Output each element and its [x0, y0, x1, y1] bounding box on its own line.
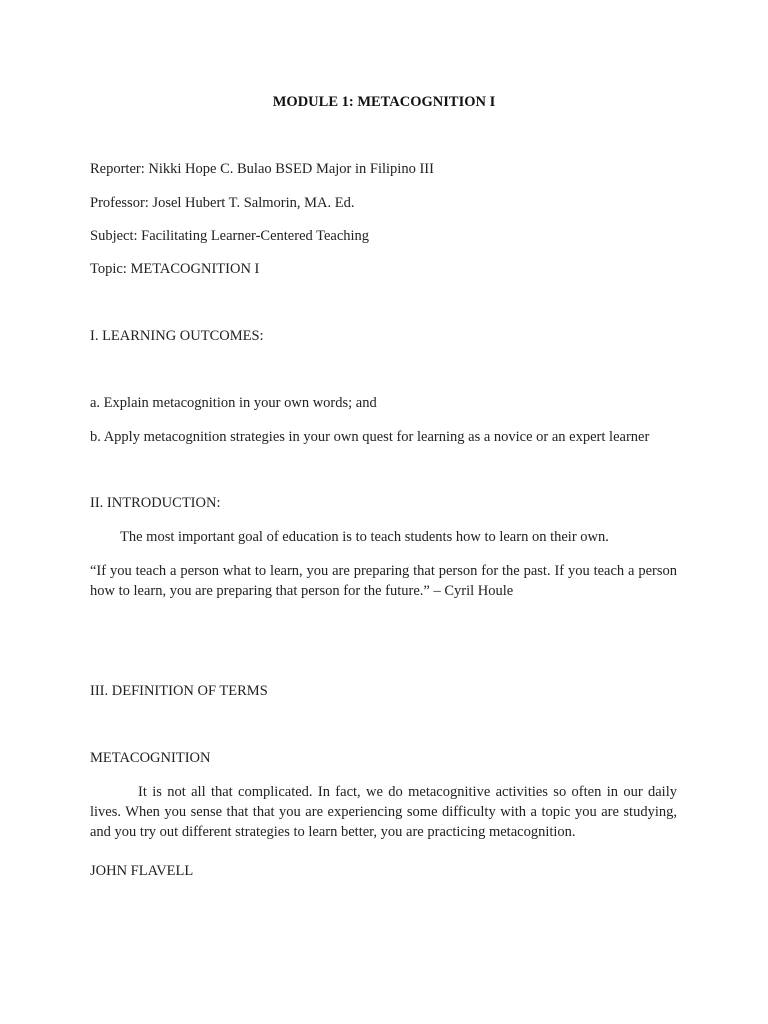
learning-outcomes-heading: I. LEARNING OUTCOMES: [90, 328, 264, 344]
definition-of-terms-heading: III. DEFINITION OF TERMS [90, 683, 268, 699]
learning-outcome-item: b. Apply metacognition strategies in your own quest for learning as a novice or an expert learner [90, 429, 650, 445]
subject-line: Subject: Facilitating Learner-Centered Teaching [90, 228, 370, 244]
metacognition-definition: It is not all that complicated. In fact, we do metacognitive activities so often in our daily lives. When you sense that that you are experiencing some difficulty with a topic you are studying, and you try out different strategies to learn better, you are practicing metacognition. [90, 784, 677, 840]
john-flavell-term: JOHN FLAVELL [90, 863, 194, 879]
professor-line: Professor: Josel Hubert T. Salmorin, MA. Ed. [90, 195, 355, 211]
learning-outcome-item: a. Explain metacognition in your own words; and [90, 395, 377, 411]
topic-line: Topic: METACOGNITION I [90, 261, 260, 277]
introduction-quote: “If you teach a person what to learn, you are preparing that person for the past. If you teach a person how to learn, you are preparing that person for the future.” – Cyril Houle [90, 563, 677, 599]
page-title: MODULE 1: METACOGNITION I [272, 94, 496, 110]
reporter-line: Reporter: Nikki Hope C. Bulao BSED Major in Filipino III [90, 161, 434, 177]
introduction-paragraph: The most important goal of education is to teach students how to learn on their own. [120, 529, 609, 545]
introduction-heading: II. INTRODUCTION: [90, 495, 221, 511]
metacognition-term: METACOGNITION [90, 750, 211, 766]
